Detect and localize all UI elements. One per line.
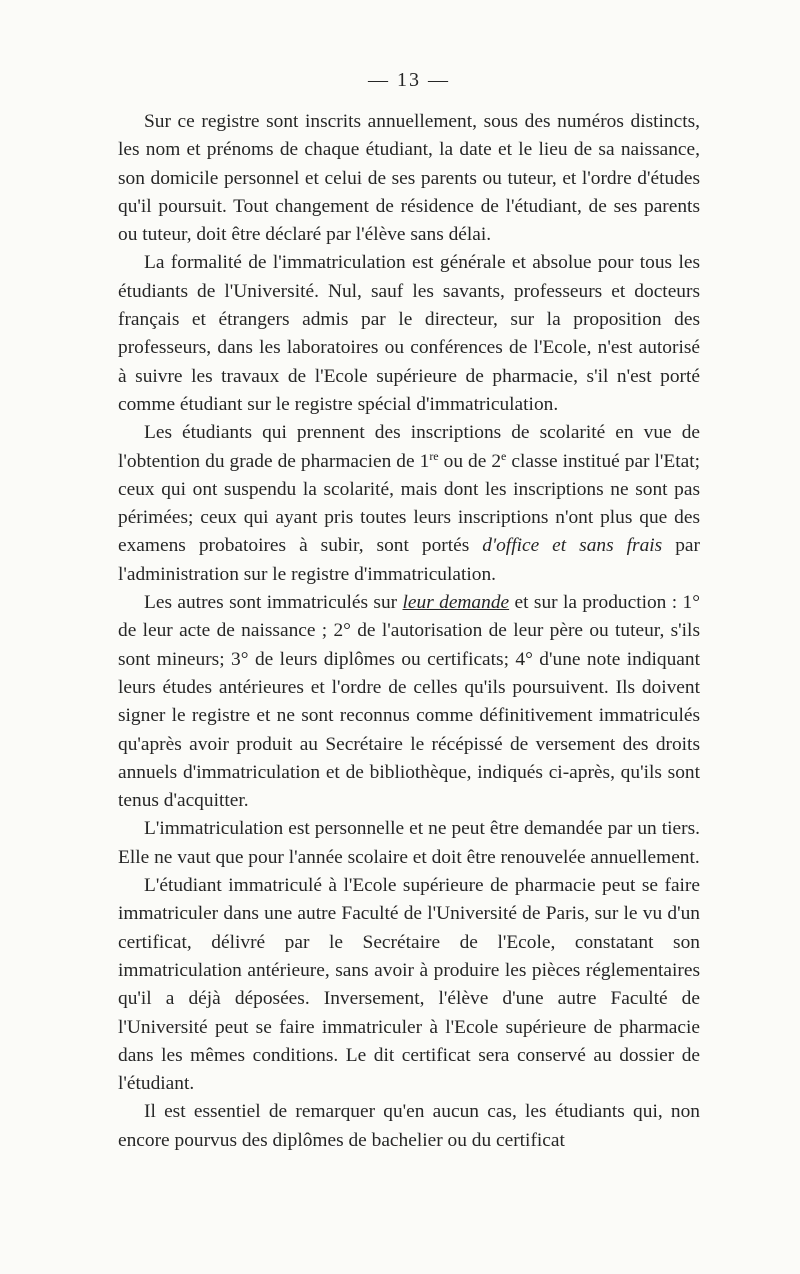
- italic-emphasis: leur demande: [402, 592, 510, 614]
- paragraph-personnelle: L'immatriculation est personnelle et ne peut être demandée par un tiers. Elle ne vaut que pour l'année scolaire et doit être renouvelée annuellement.: [118, 818, 700, 868]
- paragraph-essentiel: Il est essentiel de remarquer qu'en aucun cas, les étudiants qui, non encore pourvus des diplômes de bachelier ou du certificat: [118, 1101, 700, 1151]
- paragraph-text-part: Les étudiants qui prennent des inscriptions de scolarité en vue de l'obtention du grade de pharmacien de 1: [118, 422, 700, 472]
- paragraph-registre: Sur ce registre sont inscrits annuellement, sous des numéros distincts, les nom et prénoms de chaque étudiant, la date et le lieu de sa naissance, son domicile personnel et celui de ses parents ou tuteur, et l'ordre d'études qu'il poursuit. Tout changement de résidence de l'étudiant, de ses parents ou tuteur, doit être déclaré par l'élève sans délai.: [118, 111, 700, 246]
- paragraph-text-part: et sur la production : 1° de leur acte de naissance ; 2° de l'autorisation de leur père ou tuteur, s'ils sont mineurs; 3° de leurs diplômes ou certificats; 4° d'une note indiquant leurs études antérieures et l'ordre de celles qu'ils poursuivent. Ils doivent signer le registre et ne sont reconnus comme définitivement immatriculés qu'après avoir produit au Secrétaire le récépissé de versement des droits annuels d'immatriculation et de bibliothèque, indiqués ci-après, qu'ils sont tenus d'acquitter.: [118, 592, 700, 812]
- paragraph-autres-immatricules: [118, 589, 700, 815]
- paragraph-autre-faculte: L'étudiant immatriculé à l'Ecole supérieure de pharmacie peut se faire immatriculer dans une autre Faculté de l'Université de Paris, sur le vu d'un certificat, délivré par le Secrétaire de l'Ecole, constatant son immatriculation antérieure, sans avoir à produire les pièces réglementaires qu'il a déjà déposées. Inversement, l'élève d'une autre Faculté de l'Université peut se faire immatriculer à l'Ecole supérieure de pharmacie dans les mêmes conditions. Le dit certificat sera conservé au dossier de l'étudiant.: [118, 875, 700, 1095]
- paragraph-text-part: ou de 2: [438, 450, 502, 472]
- paragraph-formalite: La formalité de l'immatriculation est générale et absolue pour tous les étudiants de l'Université. Nul, sauf les savants, professeurs et docteurs français et étrangers admis par le directeur, sur la proposition des professeurs, dans les laboratoires ou conférences de l'Ecole, n'est autorisé à suivre les travaux de l'Ecole supérieure de pharmacie, s'il n'est porté comme étudiant sur le registre spécial d'immatriculation.: [118, 252, 700, 415]
- paragraph-etudiants-inscriptions: [118, 419, 700, 589]
- ordinal-superscript: re: [429, 448, 439, 463]
- paragraph-text-part: Les autres sont immatriculés sur: [144, 592, 403, 614]
- ordinal-superscript: e: [501, 448, 507, 463]
- paragraph-text-part: classe institué par l'Etat; ceux qui ont suspendu la scolarité, mais dont les inscriptions ne sont pas périmées; ceux qui ayant pris toutes leurs inscriptions n'ont plus que des examens probatoires à subir, sont portés: [118, 450, 700, 557]
- paragraph-text-part: par l'administration sur le registre d'immatriculation.: [118, 535, 700, 585]
- italic-emphasis: d'office et sans frais: [482, 535, 663, 557]
- page-number: — 13 —: [368, 69, 450, 91]
